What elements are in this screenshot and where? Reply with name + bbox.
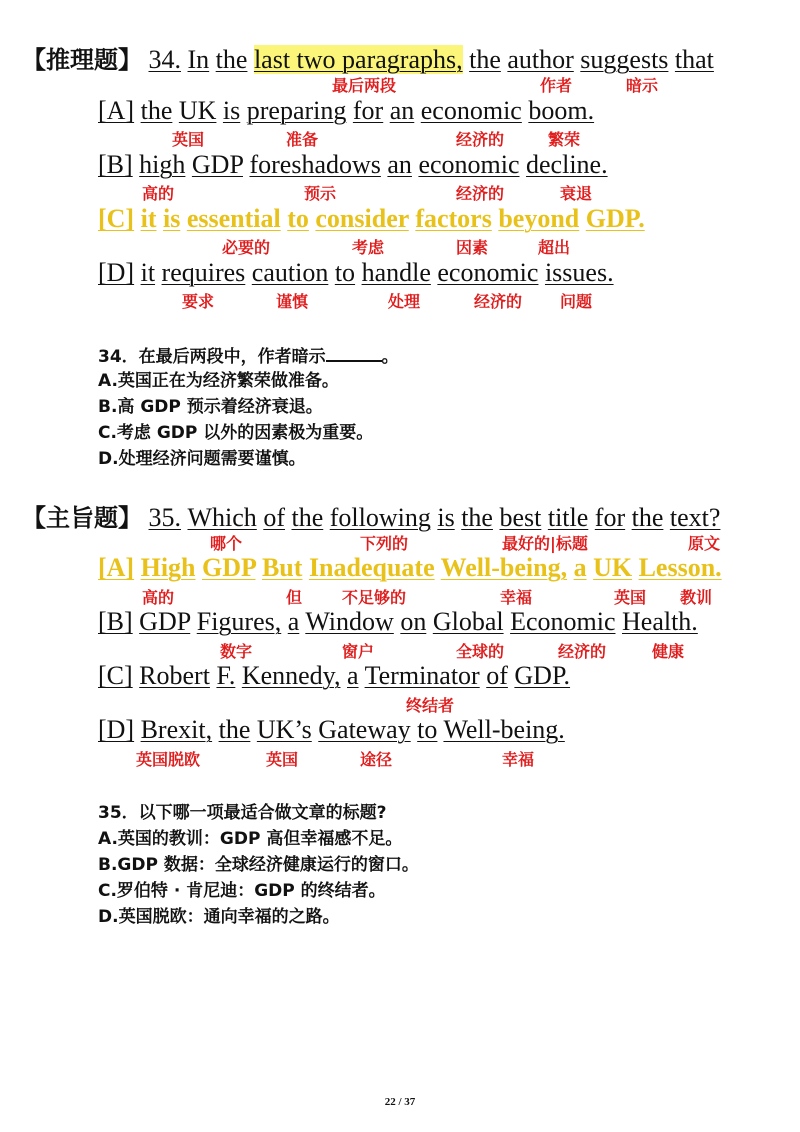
option-letter: [C] xyxy=(98,204,135,233)
word: GDP xyxy=(139,607,191,636)
word: an xyxy=(389,96,415,125)
gloss: 健康 xyxy=(652,642,685,661)
word: economic xyxy=(437,258,539,287)
word: Kennedy, xyxy=(241,661,341,690)
word: to xyxy=(417,715,438,744)
option-letter: [D] xyxy=(98,258,135,287)
option-letter: [C] xyxy=(98,661,133,690)
word: text? xyxy=(669,503,721,532)
word: best xyxy=(499,503,542,532)
word: consider xyxy=(315,204,409,233)
gloss: 英国脱欧 xyxy=(136,750,201,769)
word: the xyxy=(461,503,493,532)
word: for xyxy=(594,503,626,532)
word: the xyxy=(469,45,501,74)
option-letter: [D] xyxy=(98,715,135,744)
word: boom. xyxy=(528,96,595,125)
gloss: 经济的 xyxy=(456,184,505,203)
gloss: 因素 xyxy=(456,238,489,257)
word: the xyxy=(140,96,173,125)
option-35-c xyxy=(98,661,570,691)
gloss: 教训 xyxy=(680,588,713,607)
option-35-b xyxy=(98,607,698,637)
gloss: 英国 xyxy=(172,130,205,149)
answer-blank xyxy=(326,342,382,362)
translation-line: D.英国脱欧：通向幸福的之路。 xyxy=(98,907,340,927)
question-35-stem xyxy=(22,498,720,533)
option-letter: [A] xyxy=(98,553,135,582)
word: Brexit, xyxy=(140,715,213,744)
word: of xyxy=(263,503,285,532)
word: essential xyxy=(186,204,281,233)
word: High xyxy=(140,553,196,582)
gloss: 幸福 xyxy=(500,588,533,607)
word: factors xyxy=(415,204,492,233)
gloss: 预示 xyxy=(304,184,337,203)
word: UK’s xyxy=(256,715,312,744)
gloss: 高的 xyxy=(142,588,175,607)
gloss: 英国 xyxy=(266,750,299,769)
word: is xyxy=(222,96,241,125)
word: the xyxy=(631,503,664,532)
word: for xyxy=(352,96,384,125)
translation-line: C.罗伯特 · 肯尼迪：GDP 的终结者。 xyxy=(98,881,386,901)
word: is xyxy=(162,204,181,233)
gloss: 全球的 xyxy=(456,642,505,661)
gloss: 必要的 xyxy=(222,238,271,257)
gloss: 衰退 xyxy=(560,184,593,203)
gloss: 下列的 xyxy=(360,534,409,553)
gloss: 暗示 xyxy=(626,76,659,95)
translation-line: B.高 GDP 预示着经济衰退。 xyxy=(98,397,323,417)
option-letter: [B] xyxy=(98,607,133,636)
word: But xyxy=(261,553,303,582)
word: In xyxy=(187,45,210,74)
word: Terminator xyxy=(364,661,480,690)
gloss: 窗户 xyxy=(342,642,375,661)
word: on xyxy=(400,607,427,636)
word: issues. xyxy=(544,258,614,287)
option-35-a-correct xyxy=(98,553,722,583)
word: Health. xyxy=(622,607,698,636)
word: to xyxy=(334,258,356,287)
gloss: 经济的 xyxy=(474,292,523,311)
word: UK xyxy=(178,96,217,125)
word: to xyxy=(287,204,309,233)
page-number: 22 / 37 xyxy=(384,1096,416,1108)
translation-35-stem: 35．以下哪一项最适合做文章的标题? xyxy=(98,803,387,823)
word: Window xyxy=(305,607,394,636)
word: Well-being, xyxy=(440,553,568,582)
word: economic xyxy=(420,96,522,125)
word: foreshadows xyxy=(249,150,381,179)
word: the xyxy=(291,503,324,532)
gloss: 英国 xyxy=(614,588,647,607)
word: a xyxy=(573,553,587,582)
gloss: 问题 xyxy=(560,292,593,311)
question-number: 34. xyxy=(148,45,181,74)
word: requires xyxy=(161,258,246,287)
word: Economic xyxy=(510,607,616,636)
word: the xyxy=(215,45,248,74)
word: suggests xyxy=(580,45,669,74)
word: GDP xyxy=(202,553,256,582)
gloss: 途径 xyxy=(360,750,393,769)
word: high xyxy=(139,150,186,179)
gloss: 最好的|标题 xyxy=(502,534,588,553)
option-34-a xyxy=(98,96,594,126)
gloss: 哪个 xyxy=(210,534,243,553)
translation-line: C.考虑 GDP 以外的因素极为重要。 xyxy=(98,423,374,443)
option-34-c-correct xyxy=(98,204,645,234)
gloss: 数字 xyxy=(220,642,253,661)
word: F. xyxy=(216,661,236,690)
word: Figures, xyxy=(196,607,282,636)
word: Lesson. xyxy=(638,553,722,582)
option-34-d xyxy=(98,258,614,288)
gloss: 终结者 xyxy=(406,696,455,715)
gloss: 谨慎 xyxy=(276,292,309,311)
gloss: 经济的 xyxy=(456,130,505,149)
word: title xyxy=(547,503,589,532)
word: decline. xyxy=(526,150,608,179)
translation-line: A.英国正在为经济繁荣做准备。 xyxy=(98,371,339,391)
gloss: 幸福 xyxy=(502,750,535,769)
word: Robert xyxy=(139,661,210,690)
word: following xyxy=(329,503,431,532)
word: a xyxy=(287,607,300,636)
highlighted-phrase: last two paragraphs, xyxy=(253,45,463,74)
gloss: 最后两段 xyxy=(332,76,397,95)
word: caution xyxy=(251,258,329,287)
gloss: 超出 xyxy=(538,238,571,257)
word: GDP. xyxy=(585,204,645,233)
word: Well-being. xyxy=(443,715,565,744)
option-34-b xyxy=(98,150,608,180)
option-letter: [B] xyxy=(98,150,133,179)
word: a xyxy=(347,661,359,690)
word: GDP xyxy=(191,150,243,179)
gloss: 高的 xyxy=(142,184,175,203)
gloss: 经济的 xyxy=(558,642,607,661)
gloss: 不足够的 xyxy=(342,588,407,607)
word: handle xyxy=(361,258,431,287)
translation-34-stem: 34．在最后两段中，作者暗示 。 xyxy=(98,342,399,370)
translation-line: A.英国的教训：GDP 高但幸福感不足。 xyxy=(98,829,403,849)
word: UK xyxy=(593,553,633,582)
question-number: 35. xyxy=(148,503,181,532)
question-type-tag: 【推理题】 xyxy=(22,46,142,74)
translation-line: B.GDP 数据：全球经济健康运行的窗口。 xyxy=(98,855,419,875)
word: Inadequate xyxy=(308,553,435,582)
word: it xyxy=(140,204,157,233)
gloss: 原文 xyxy=(688,534,721,553)
word: GDP. xyxy=(514,661,571,690)
option-35-d xyxy=(98,715,565,745)
word: it xyxy=(140,258,156,287)
gloss: 处理 xyxy=(388,292,421,311)
gloss: 要求 xyxy=(182,292,215,311)
word: of xyxy=(486,661,508,690)
word: economic xyxy=(418,150,520,179)
word: beyond xyxy=(498,204,580,233)
word: is xyxy=(437,503,455,532)
gloss: 准备 xyxy=(286,130,319,149)
option-letter: [A] xyxy=(98,96,135,125)
gloss: 考虑 xyxy=(352,238,385,257)
word: the xyxy=(218,715,251,744)
word: Gateway xyxy=(318,715,411,744)
gloss: 但 xyxy=(286,588,303,607)
word: Which xyxy=(187,503,257,532)
word: an xyxy=(387,150,412,179)
gloss: 繁荣 xyxy=(548,130,581,149)
question-type-tag: 【主旨题】 xyxy=(22,504,142,532)
word: that xyxy=(674,45,714,74)
translation-line: D.处理经济问题需要谨慎。 xyxy=(98,449,306,469)
gloss: 作者 xyxy=(540,76,573,95)
word: author xyxy=(507,45,574,74)
word: Global xyxy=(432,607,504,636)
question-34-stem xyxy=(22,40,714,75)
word: preparing xyxy=(246,96,347,125)
